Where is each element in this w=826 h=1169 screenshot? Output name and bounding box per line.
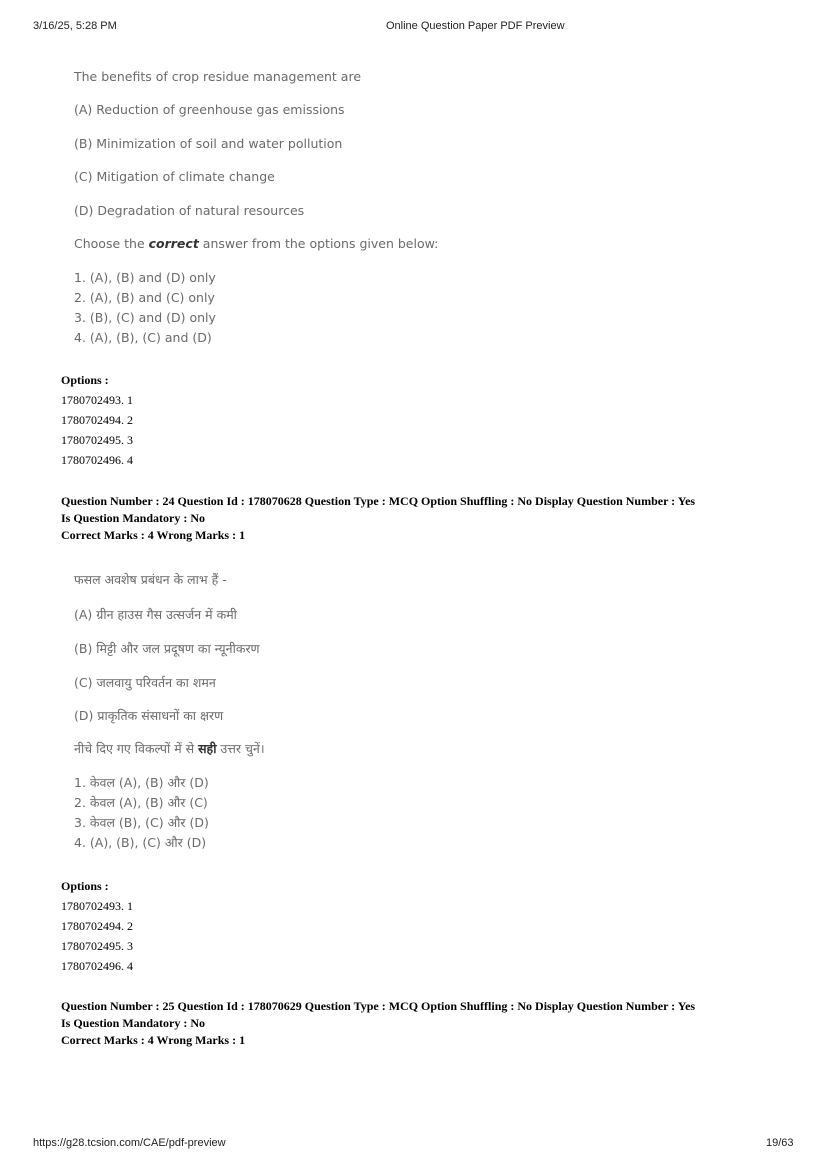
- question-24-marks: Correct Marks : 4 Wrong Marks : 1: [61, 528, 246, 542]
- choose-instruction: Choose the correct answer from the options given below:: [74, 236, 439, 251]
- options-block-1: [61, 370, 133, 470]
- choose-instruction-hindi: नीचे दिए गए विकल्पों में से सही उत्तर चुनें।: [74, 741, 265, 756]
- page-url: https://g28.tcsion.com/CAE/pdf-preview: [33, 1137, 226, 1149]
- statement-a-hindi: (A) ग्रीन हाउस गैस उत्सर्जन में कमी: [74, 607, 237, 622]
- question-image-hindi: [74, 574, 434, 854]
- statement-c: (C) Mitigation of climate change: [74, 169, 275, 184]
- option-id-2: 1780702494. 2: [61, 919, 133, 933]
- option-id-1: 1780702493. 1: [61, 393, 133, 407]
- statement-c-hindi: (C) जलवायु परिवर्तन का शमन: [74, 675, 216, 690]
- statement-d: (D) Degradation of natural resources: [74, 203, 305, 218]
- print-datetime: 3/16/25, 5:28 PM: [33, 20, 117, 32]
- question-25-mandatory: Is Question Mandatory : No: [61, 1016, 206, 1030]
- options-title: Options :: [61, 373, 109, 387]
- question-24-info: Question Number : 24 Question Id : 178070628 Question Type : MCQ Option Shuffling : No Display Question Number : Yes: [61, 494, 696, 508]
- options-block-2: [61, 876, 133, 976]
- option-id-4: 1780702496. 4: [61, 959, 133, 973]
- answer-choice-3: 3. (B), (C) and (D) only: [74, 310, 216, 325]
- question-24-mandatory: Is Question Mandatory : No: [61, 511, 206, 525]
- option-id-4: 1780702496. 4: [61, 453, 133, 467]
- answer-choice-4: 4. (A), (B), (C) and (D): [74, 330, 212, 345]
- question-25-meta: [61, 998, 695, 1049]
- option-id-3: 1780702495. 3: [61, 939, 133, 953]
- statement-d-hindi: (D) प्राकृतिक संसाधनों का क्षरण: [74, 708, 224, 723]
- answer-choice-2: 2. (A), (B) and (C) only: [74, 290, 215, 305]
- question-stem-hindi: फसल अवशेष प्रबंधन के लाभ हैं -: [74, 572, 227, 587]
- answer-choice-4-hindi: 4. (A), (B), (C) और (D): [74, 835, 207, 850]
- print-title: Online Question Paper PDF Preview: [386, 20, 565, 32]
- answer-choice-2-hindi: 2. केवल (A), (B) और (C): [74, 795, 208, 810]
- statement-b-hindi: (B) मिट्टी और जल प्रदूषण का न्यूनीकरण: [74, 641, 260, 656]
- options-title: Options :: [61, 879, 109, 893]
- answer-choice-1: 1. (A), (B) and (D) only: [74, 270, 216, 285]
- page-number: 19/63: [766, 1137, 794, 1149]
- question-stem: The benefits of crop residue management are: [74, 69, 362, 84]
- question-24-meta: [61, 493, 695, 544]
- statement-b: (B) Minimization of soil and water pollution: [74, 136, 343, 151]
- option-id-3: 1780702495. 3: [61, 433, 133, 447]
- answer-choice-1-hindi: 1. केवल (A), (B) और (D): [74, 775, 209, 790]
- statement-a: (A) Reduction of greenhouse gas emissions: [74, 102, 345, 117]
- question-image-english: [74, 69, 439, 351]
- option-id-2: 1780702494. 2: [61, 413, 133, 427]
- question-25-marks: Correct Marks : 4 Wrong Marks : 1: [61, 1033, 246, 1047]
- answer-choice-3-hindi: 3. केवल (B), (C) और (D): [74, 815, 209, 830]
- option-id-1: 1780702493. 1: [61, 899, 133, 913]
- question-25-info: Question Number : 25 Question Id : 178070629 Question Type : MCQ Option Shuffling : No Display Question Number : Yes: [61, 999, 696, 1013]
